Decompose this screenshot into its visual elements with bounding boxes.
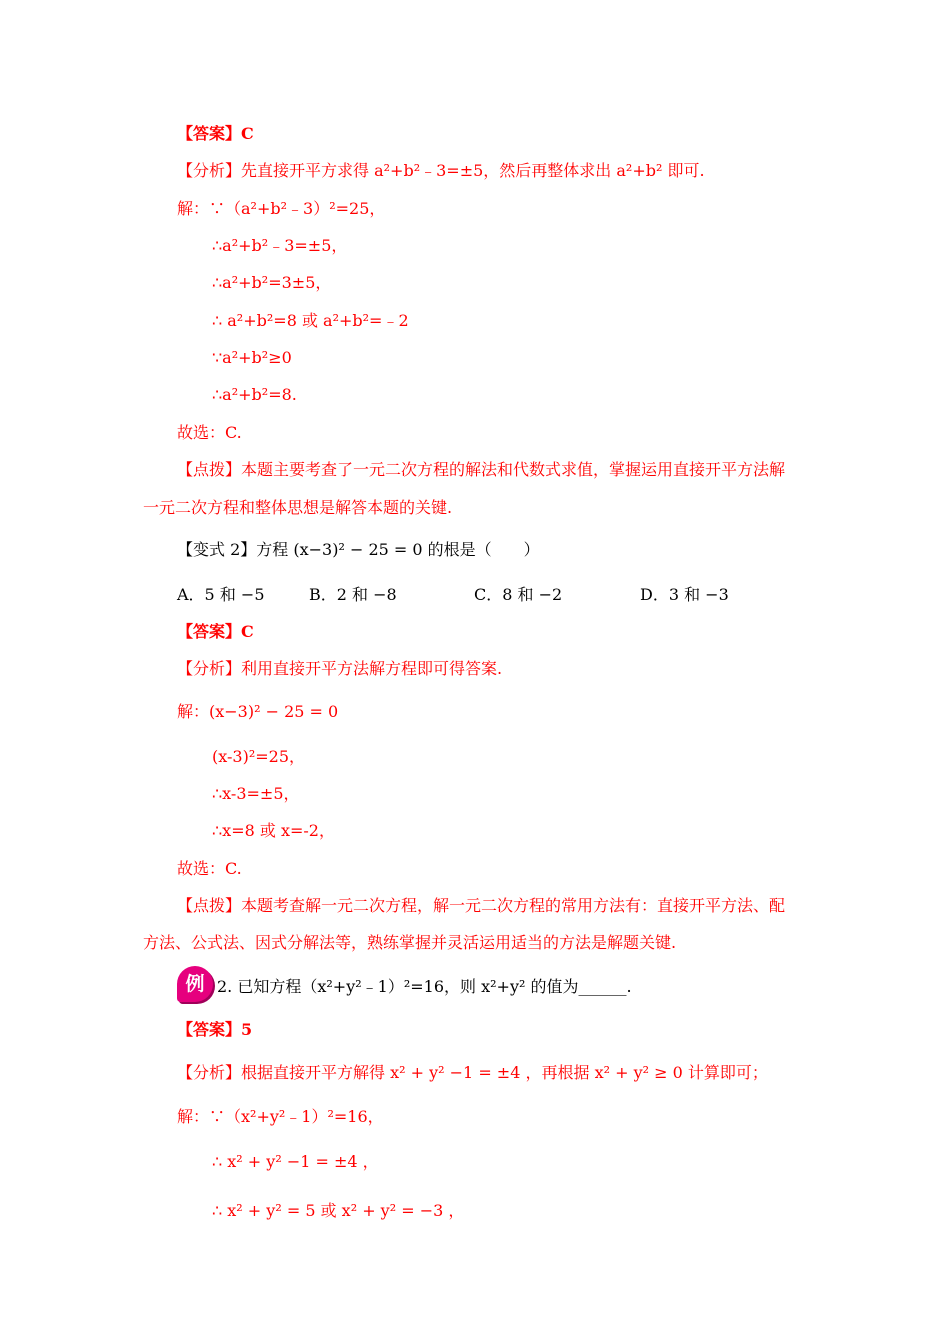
solution-step: ∵a²+b²≥0: [212, 348, 292, 367]
solution-step: ∴x-3=±5，: [212, 784, 300, 803]
solution-step: 解：∵（a²+b²﹣3）²=25，: [177, 199, 386, 218]
solution-step: ∴ a²+b²=8 或 a²+b²=﹣2: [212, 311, 409, 330]
variant-question: 【变式 2】方程 (x−3)² − 25 = 0 的根是（ ）: [177, 540, 540, 559]
tip-text: 【点拨】本题主要考查了一元二次方程的解法和代数式求值，掌握运用直接开平方法解: [177, 460, 786, 479]
conclusion: 故选：C.: [177, 859, 242, 878]
choice-a: A．5 和 −5: [177, 585, 265, 604]
analysis-text: 【分析】根据直接开平方解得 x² + y² −1 = ±4 ，再根据 x² + y² ≥ 0 计算即可；: [177, 1063, 768, 1082]
solution-step: ∴a²+b²=3±5，: [212, 273, 332, 292]
choice-d: D．3 和 −3: [640, 585, 729, 604]
tip-text: 一元二次方程和整体思想是解答本题的关键.: [143, 498, 453, 517]
solution-step: ∴a²+b²=8.: [212, 385, 297, 404]
solution-step: ∴ x² + y² −1 = ±4 ，: [212, 1152, 379, 1171]
solution-step: ∴ x² + y² = 5 或 x² + y² = −3 ，: [212, 1201, 465, 1220]
example-badge: 例: [177, 966, 213, 1002]
choice-b: B．2 和 −8: [309, 585, 397, 604]
solution-step: ∴a²+b²﹣3=±5，: [212, 236, 348, 255]
analysis-text: 【分析】先直接开平方求得 a²+b²﹣3=±5，然后再整体求出 a²+b² 即可.: [177, 161, 705, 180]
answer-label: 【答案】C: [177, 124, 254, 143]
answer-label: 【答案】C: [177, 622, 254, 641]
tip-text: 【点拨】本题考查解一元二次方程，解一元二次方程的常用方法有：直接开平方法、配: [177, 896, 786, 915]
choice-c: C．8 和 −2: [474, 585, 563, 604]
conclusion: 故选：C.: [177, 423, 242, 442]
example-question: 2. 已知方程（x²+y²﹣1）²=16，则 x²+y² 的值为______.: [217, 977, 632, 996]
solution-step: ∴x=8 或 x=-2，: [212, 821, 335, 840]
solution-step: 解：∵（x²+y²﹣1）²=16，: [177, 1107, 384, 1126]
tip-text: 方法、公式法、因式分解法等，熟练掌握并灵活运用适当的方法是解题关键.: [143, 933, 677, 952]
analysis-text: 【分析】利用直接开平方法解方程即可得答案.: [177, 659, 503, 678]
solution-step: 解：(x−3)² − 25 = 0: [177, 702, 339, 721]
answer-label: 【答案】5: [177, 1020, 253, 1039]
solution-step: (x-3)²=25，: [212, 747, 305, 766]
